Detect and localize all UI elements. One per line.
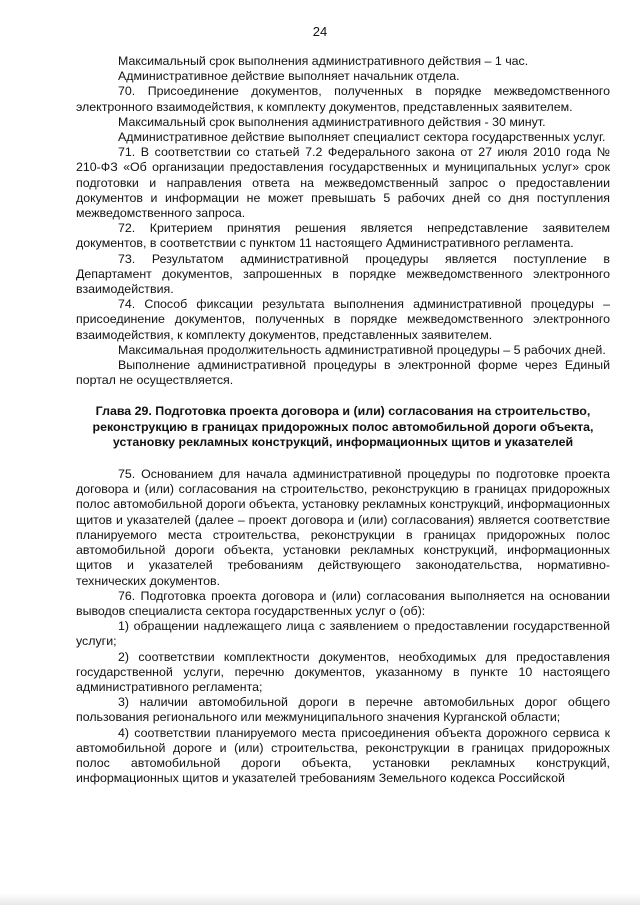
list-item-2: 2) соответствии комплектности документов, необходимых для предоставления государственной услуги, перечню документов, указанному в пункте 10 настоящего административного регламента; [76,649,610,694]
paragraph-performer-specialist: Административное действие выполняет специалист сектора государственных услуг. [118,130,606,145]
bottom-section [76,467,610,786]
list-item-1: 1) обращении надлежащего лица с заявлением о предоставлении государственной услуги; [76,619,610,649]
paragraph-72: 72. Критерием принятия решения является непредставление заявителем документов, в соответствии с пунктом 11 настоящего Административного регламента. [76,221,610,251]
paragraph-73: 73. Результатом административной процедуры является поступление в Департамент документов, запрошенных в порядке межведомственного электронного взаимодействия. [76,251,610,297]
paragraph-electronic-form: Выполнение административной процедуры в электронной форме через Единый портал не осуществляется. [76,358,610,388]
paragraph-76: 76. Подготовка проекта договора и (или) согласования выполняется на основании выводов специалиста сектора государственных услуг о (об): [76,588,610,618]
chapter-title: Глава 29. Подготовка проекта договора и (или) согласования на строительство, реконструкцию в границах придорожных полос автомобильной дороги объекта, установку рекламных конструкций, информационных щитов и указателей [92,404,594,449]
paragraph-75: 75. Основанием для начала административной процедуры по подготовке проекта договора и (или) согласования на строительство, реконструкцию в границах придорожных полос автомобильной дороги объекта, установку рекламных конструкций, информационных щитов и указателей (далее – проект договора и (или) согласования) является соответствие планируемого места строительства, реконструкции в границах придорожных полос автомобильной дороги объекта, установки рекламных конструкций, информационных щитов и указателей требованиям действующего законодательства, нормативно-технических документов. [76,467,610,588]
paragraph-max-time-1h: Максимальный срок выполнения административного действия – 1 час. [118,54,529,68]
paragraph-performer-head: Административное действие выполняет начальник отдела. [118,69,460,84]
list-item-3: 3) наличии автомобильной дороги в перечне автомобильных дорог общего пользования регионального или межмуниципального значения Курганской области; [76,695,610,725]
list-item-4: 4) соответствии планируемого места присоединения объекта дорожного сервиса к автомобильной дороге и (или) строительства, реконструкции в границах придорожных полос автомобильной дороги объекта, установки рекламных конструкций, информационных щитов и указателей требованиям Земельного кодекса Российской [76,725,610,786]
paragraph-max-time-30min: Максимальный срок выполнения административного действия - 30 минут. [118,114,546,129]
paragraph-max-duration: Максимальная продолжительность административной процедуры – 5 рабочих дней. [118,342,606,357]
page-number: 24 [312,24,328,39]
top-section [76,54,610,388]
scan-bottom-edge [0,893,640,905]
paragraph-70: 70. Присоединение документов, полученных в порядке межведомственного электронного взаимодействия, к комплекту документов, представленных заявителем. [76,84,610,114]
paragraph-71: 71. В соответствии со статьей 7.2 Федерального закона от 27 июля 2010 года № 210-ФЗ «Об организации предоставления государственных и муниципальных услуг» срок подготовки и направления ответа на межведомственный запрос о предоставлении документов и информации не может превышать 5 рабочих дней со дня поступления межведомственного запроса. [76,145,610,221]
paragraph-74: 74. Способ фиксации результата выполнения административной процедуры – присоединение документов, полученных в порядке межведомственного электронного взаимодействия, к комплекту документов, представленных заявителем. [76,297,610,342]
